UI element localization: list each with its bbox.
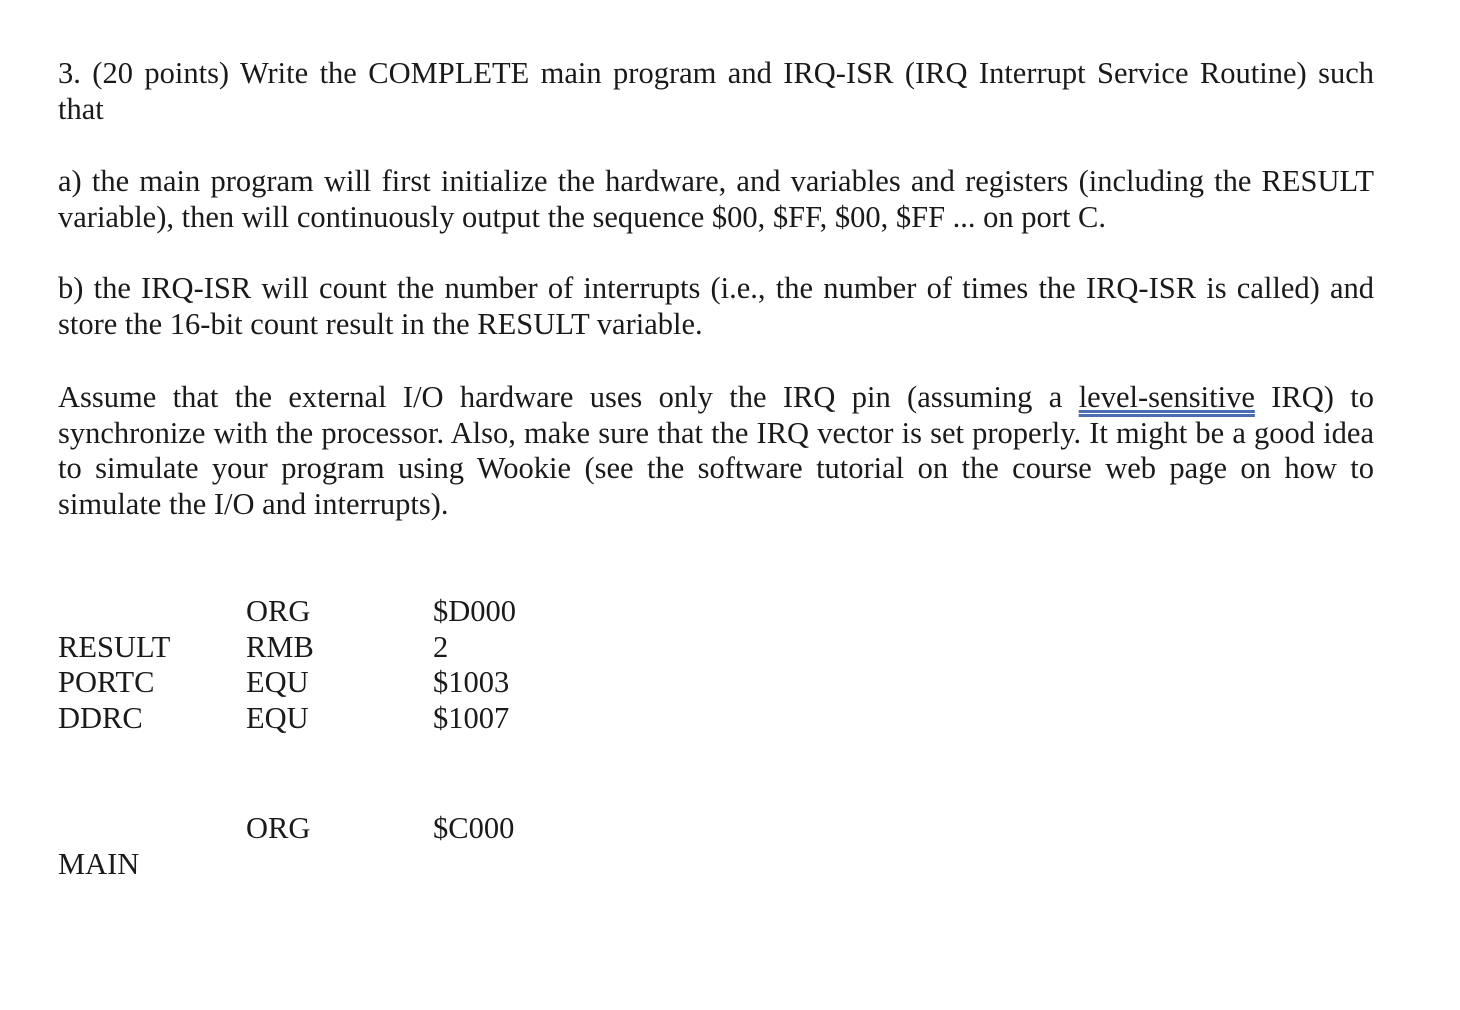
code-opcode: ORG <box>246 811 311 845</box>
assumption-text <box>58 380 1374 522</box>
code-operand: $1007 <box>433 700 510 735</box>
code-label: DDRC <box>58 700 143 735</box>
code-operand: $1003 <box>433 665 510 699</box>
code-operand: $C000 <box>433 811 515 845</box>
assumption-text-start: Assume that the external I/O hardware uses only the IRQ pin (assuming a <box>58 380 1079 414</box>
part-b-text: b) the IRQ-ISR will count the number of interrupts (i.e., the number of times the IRQ-ISR is called) and store the 16-bit count result in the RESULT variable. <box>58 271 1374 341</box>
level-sensitive-term: level-sensitive <box>1078 380 1255 414</box>
question-intro: 3. (20 points) Write the COMPLETE main program and IRQ-ISR (IRQ Interrupt Service Routine) such that <box>58 56 1374 126</box>
code-opcode: EQU <box>246 700 309 735</box>
code-operand: 2 <box>433 629 449 664</box>
assumption-text-end: IRQ) to synchronize with the processor. Also, make sure that the IRQ vector is set properly. It might be a good idea to simulate your program using Wookie (see the software tutorial on the course web page on how to simulate the I/O and interrupts). <box>58 380 1374 521</box>
code-opcode: ORG <box>246 594 311 628</box>
code-label: PORTC <box>58 665 155 699</box>
code-label: MAIN <box>58 846 140 881</box>
code-operand: $D000 <box>433 594 517 628</box>
part-a-text: a) the main program will first initialize the hardware, and variables and registers (including the RESULT variable), then will continuously output the sequence $00, $FF, $00, $FF ... on port C. <box>58 164 1374 234</box>
code-opcode: RMB <box>246 629 314 664</box>
code-label: RESULT <box>58 629 171 664</box>
code-opcode: EQU <box>246 665 309 699</box>
